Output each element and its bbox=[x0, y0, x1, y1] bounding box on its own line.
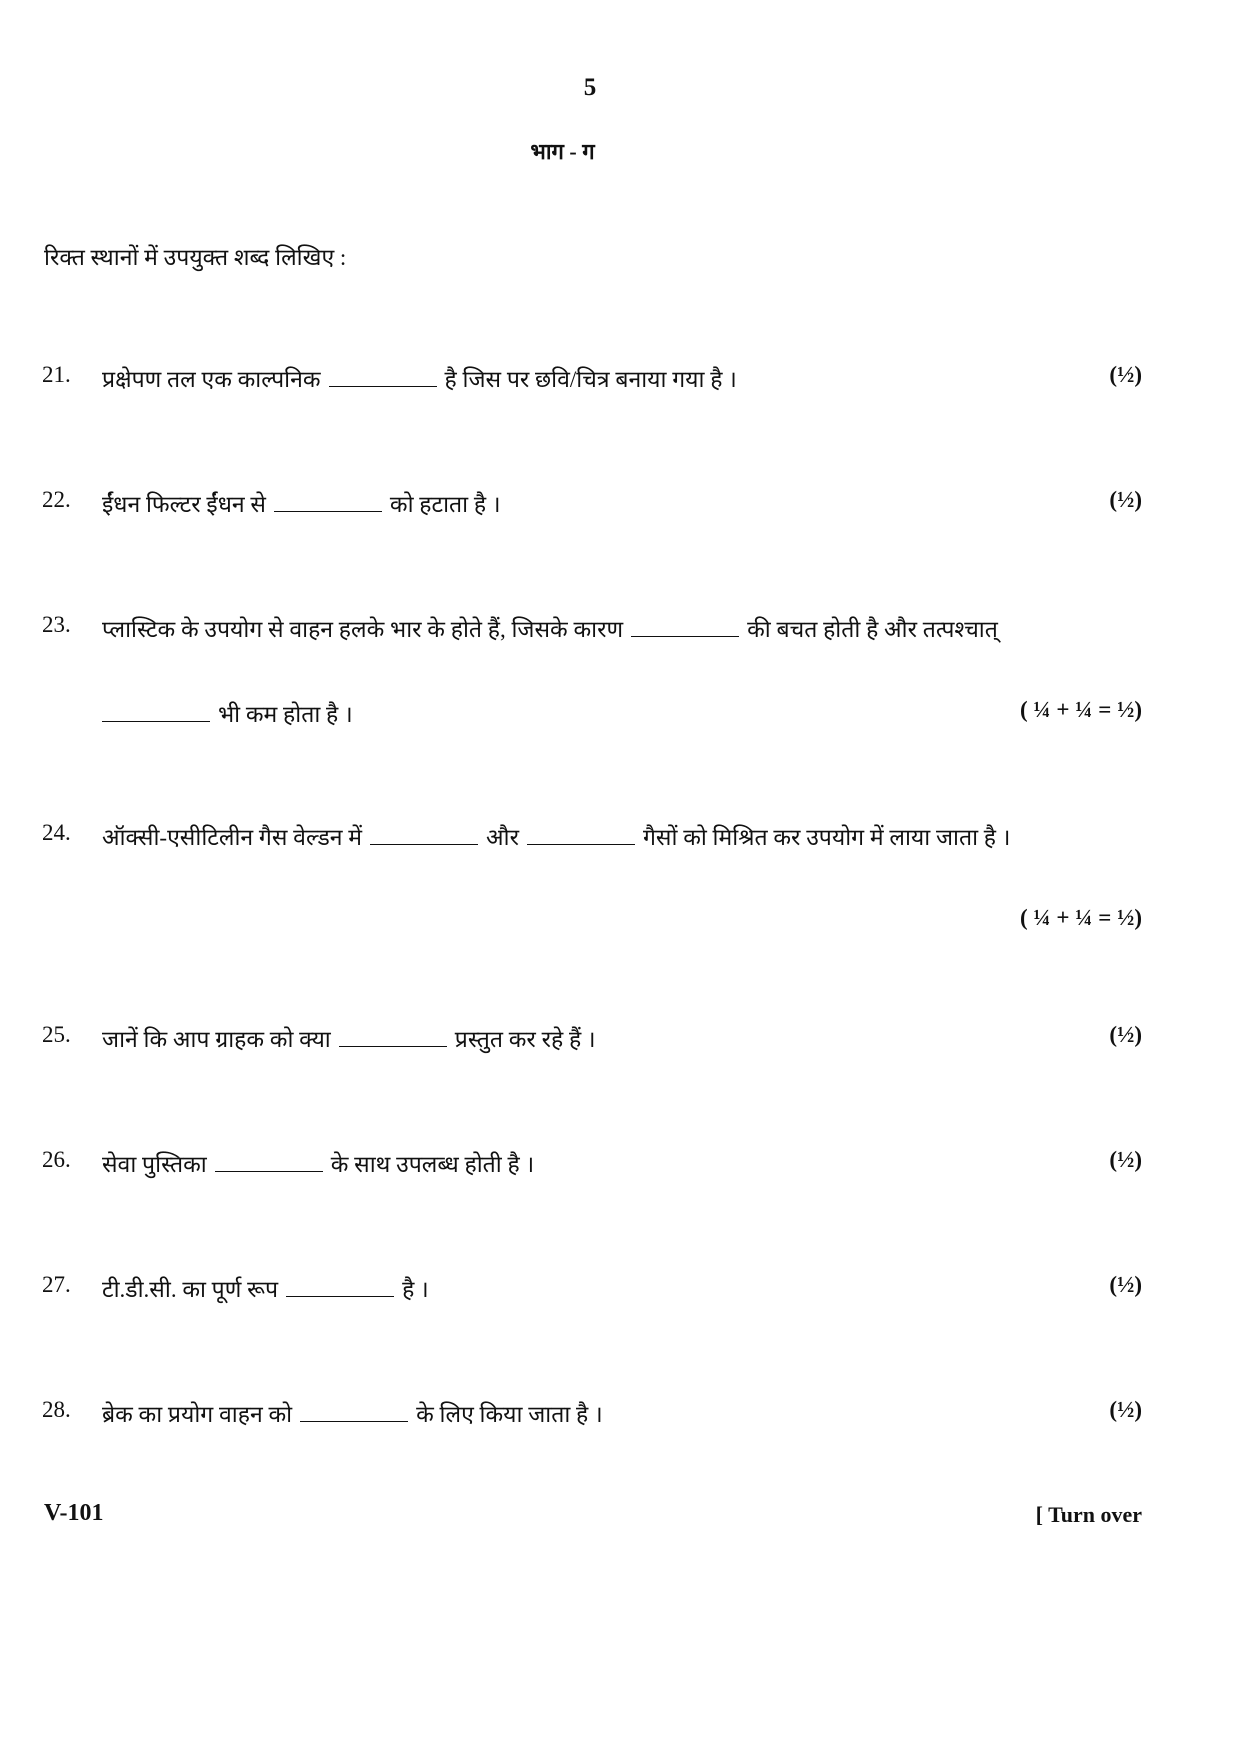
answer-blank[interactable] bbox=[102, 701, 210, 722]
question-number: 21. bbox=[42, 362, 71, 387]
question-text: ऑक्सी-एसीटिलीन गैस वेल्डन में और गैसों को मिश्रित कर उपयोग में लाया जाता है । bbox=[102, 825, 1011, 850]
answer-blank[interactable] bbox=[286, 1276, 394, 1297]
question-text: ईंधन फिल्टर ईंधन से को हटाता है । bbox=[102, 492, 501, 517]
question-number: 22. bbox=[42, 487, 71, 512]
section-title: भाग - ग bbox=[530, 139, 595, 164]
question-number: 26. bbox=[42, 1147, 71, 1172]
question-number: 27. bbox=[42, 1272, 71, 1297]
question-marks: (½) bbox=[1109, 1272, 1142, 1297]
answer-blank[interactable] bbox=[300, 1401, 408, 1422]
answer-blank[interactable] bbox=[215, 1151, 323, 1172]
answer-blank[interactable] bbox=[274, 491, 382, 512]
instruction: रिक्त स्थानों में उपयुक्त शब्द लिखिए : bbox=[44, 245, 347, 270]
question-marks: (½) bbox=[1109, 1397, 1142, 1422]
question-text: प्लास्टिक के उपयोग से वाहन हलके भार के होते हैं, जिसके कारण की बचत होती है और तत्पश्चात् bbox=[102, 617, 998, 642]
question-marks: (½) bbox=[1109, 362, 1142, 387]
answer-blank[interactable] bbox=[370, 824, 478, 845]
question-text: टी.डी.सी. का पूर्ण रूप है । bbox=[102, 1277, 429, 1302]
question-marks: ( ¼ + ¼ = ½) bbox=[1019, 905, 1142, 930]
answer-blank[interactable] bbox=[631, 616, 739, 637]
question-marks: ( ¼ + ¼ = ½) bbox=[1019, 697, 1142, 722]
question-number: 28. bbox=[42, 1397, 71, 1422]
answer-blank[interactable] bbox=[339, 1026, 447, 1047]
question-marks: (½) bbox=[1109, 1022, 1142, 1047]
answer-blank[interactable] bbox=[527, 824, 635, 845]
question-number: 23. bbox=[42, 612, 71, 637]
question-number: 25. bbox=[42, 1022, 71, 1047]
question-text: प्रक्षेपण तल एक काल्पनिक है जिस पर छवि/चित्र बनाया गया है । bbox=[102, 367, 737, 392]
page-number: 5 bbox=[583, 74, 597, 101]
turn-over-note: [ Turn over bbox=[1035, 1502, 1142, 1527]
paper-code: V-101 bbox=[44, 1500, 104, 1526]
question-text: जानें कि आप ग्राहक को क्या प्रस्तुत कर रहे हैं । bbox=[102, 1027, 596, 1052]
question-text: सेवा पुस्तिका के साथ उपलब्ध होती है । bbox=[102, 1152, 535, 1177]
question-marks: (½) bbox=[1109, 1147, 1142, 1172]
question-number: 24. bbox=[42, 820, 71, 845]
question-text: ब्रेक का प्रयोग वाहन को के लिए किया जाता है । bbox=[102, 1402, 603, 1427]
answer-blank[interactable] bbox=[329, 366, 437, 387]
question-marks: (½) bbox=[1109, 487, 1142, 512]
question-text-continued: भी कम होता है । bbox=[102, 697, 353, 729]
